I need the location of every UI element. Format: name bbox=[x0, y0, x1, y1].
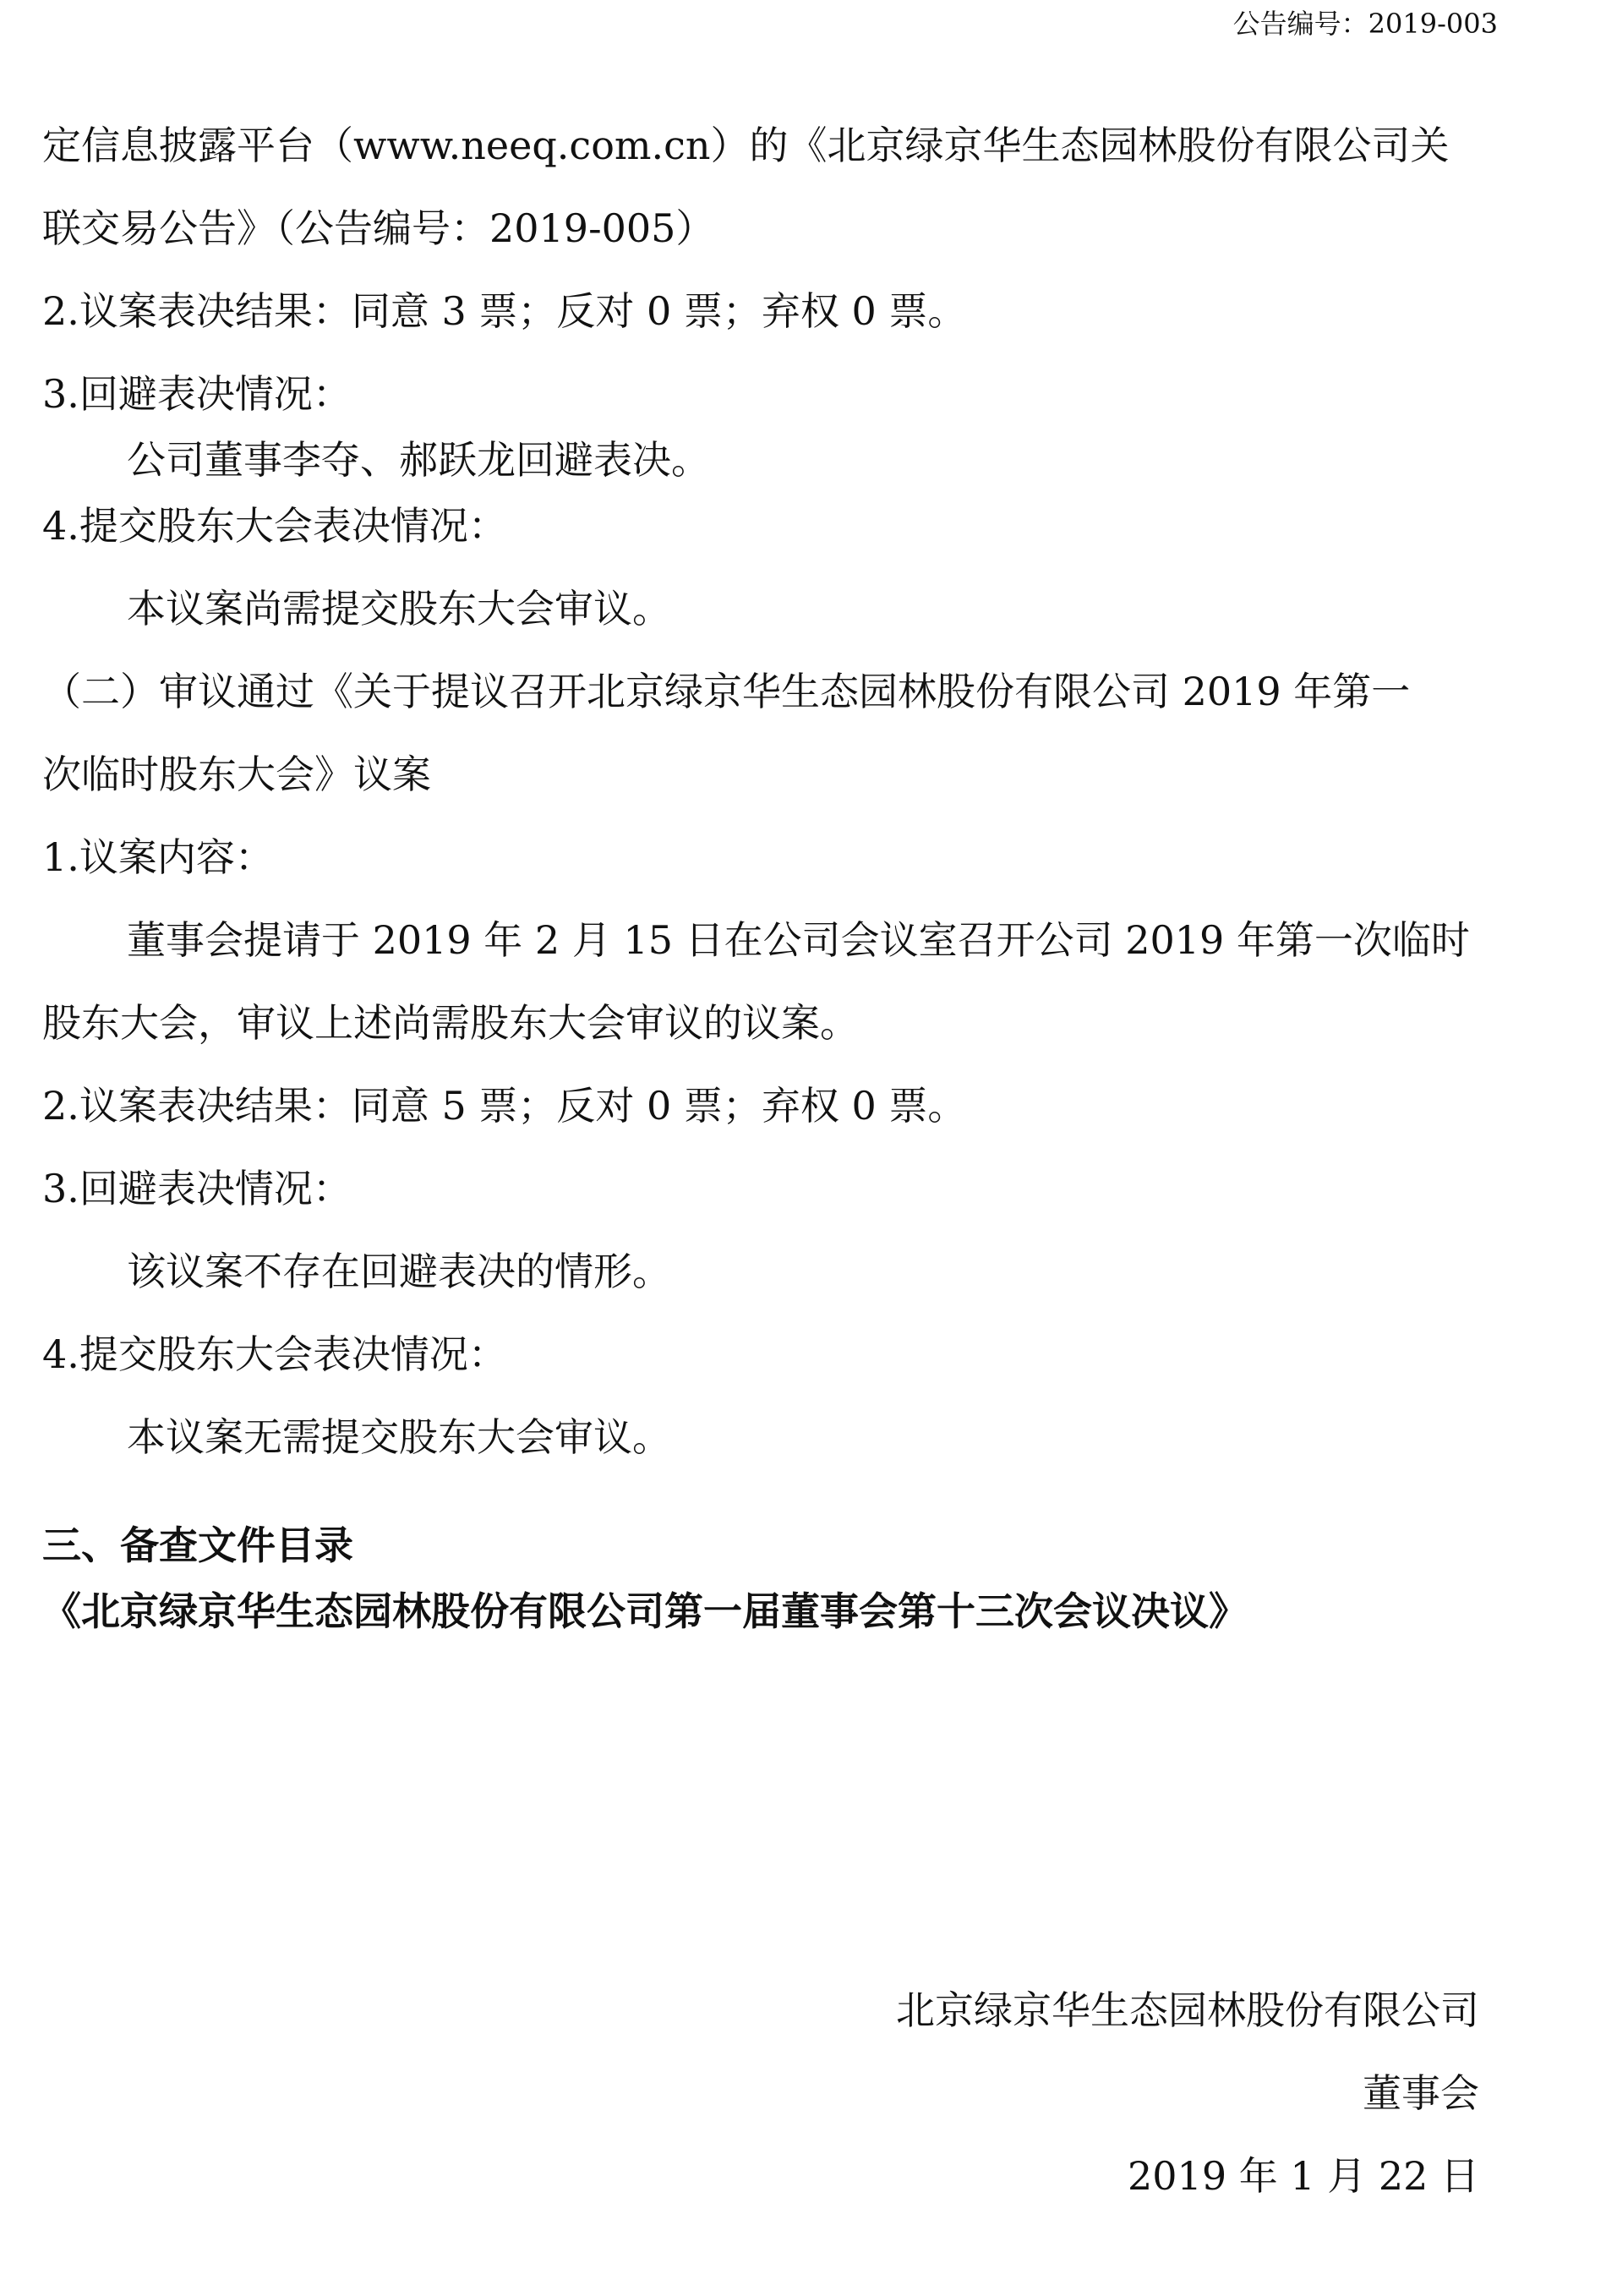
signature-company: 北京绿京华生态园林股份有限公司 bbox=[896, 1987, 1479, 2033]
proposal-2-title-line-2: 次临时股东大会》议案 bbox=[42, 752, 431, 797]
body-line-2: 联交易公告》（公告编号：2019-005） bbox=[42, 205, 715, 251]
reference-document: 《北京绿京华生态园林股份有限公司第一届董事会第十三次会议决议》 bbox=[42, 1588, 1248, 1634]
recusal-heading-1: 3.回避表决情况： bbox=[42, 371, 352, 417]
content-text-line-2: 股东大会，审议上述尚需股东大会审议的议案。 bbox=[42, 1000, 859, 1046]
content-text-line-1: 董事会提请于 2019 年 2 月 15 日在公司会议室召开公司 2019 年第一次临时 bbox=[127, 917, 1470, 963]
vote-result-1: 2.议案表决结果：同意 3 票；反对 0 票；弃权 0 票。 bbox=[42, 288, 967, 334]
content-heading: 1.议案内容： bbox=[42, 834, 274, 880]
shareholder-text-2: 本议案无需提交股东大会审议。 bbox=[127, 1414, 671, 1460]
signature-date: 2019 年 1 月 22 日 bbox=[1128, 2153, 1479, 2199]
body-line-1: 定信息披露平台（www.neeq.com.cn）的《北京绿京华生态园林股份有限公司关 bbox=[42, 123, 1450, 168]
recusal-heading-2: 3.回避表决情况： bbox=[42, 1166, 352, 1211]
shareholder-heading-1: 4.提交股东大会表决情况： bbox=[42, 503, 507, 549]
recusal-text-2: 该议案不存在回避表决的情形。 bbox=[127, 1249, 671, 1294]
notice-number: 公告编号：2019-003 bbox=[1232, 8, 1498, 40]
recusal-text-1: 公司董事李夺、郝跃龙回避表决。 bbox=[127, 437, 710, 483]
shareholder-heading-2: 4.提交股东大会表决情况： bbox=[42, 1331, 507, 1377]
vote-result-2: 2.议案表决结果：同意 5 票；反对 0 票；弃权 0 票。 bbox=[42, 1083, 967, 1129]
signature-board: 董事会 bbox=[1363, 2070, 1479, 2116]
shareholder-text-1: 本议案尚需提交股东大会审议。 bbox=[127, 586, 671, 631]
section-3-title: 三、备查文件目录 bbox=[42, 1522, 353, 1568]
proposal-2-title-line-1: （二）审议通过《关于提议召开北京绿京华生态园林股份有限公司 2019 年第一 bbox=[42, 669, 1411, 714]
